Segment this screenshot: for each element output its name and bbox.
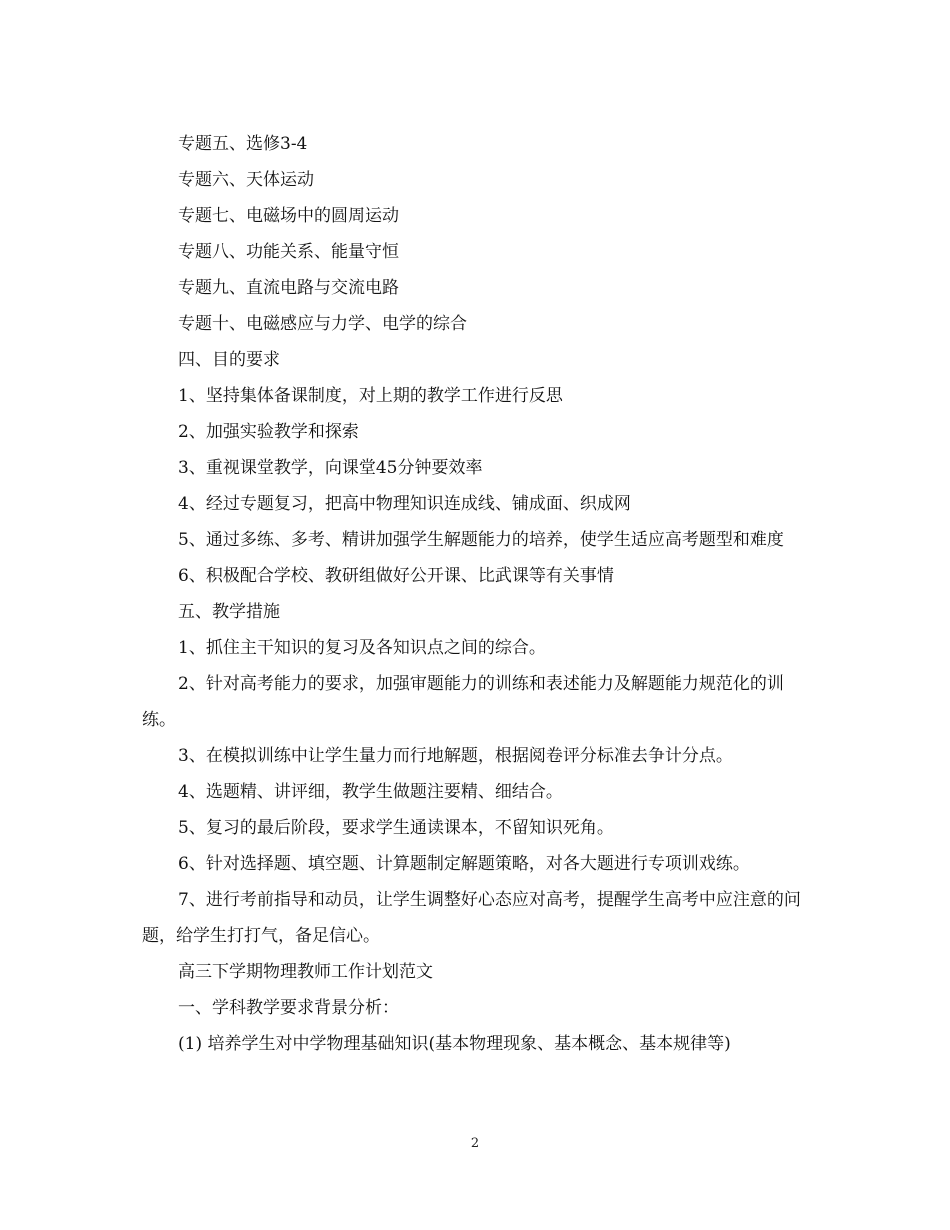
measure-item-1: 1、抓住主干知识的复习及各知识点之间的综合。 bbox=[178, 638, 546, 658]
paragraph-topic-6: 专题六、天体运动 bbox=[178, 170, 314, 190]
measure-item-6: 6、针对选择题、填空题、计算题制定解题策略，对各大题进行专项训戏练。 bbox=[178, 854, 750, 874]
section-heading-background: 一、学科教学要求背景分析： bbox=[178, 998, 399, 1018]
section-heading-goals: 四、目的要求 bbox=[178, 350, 280, 370]
goal-item-3: 3、重视课堂教学，向课堂45分钟要效率 bbox=[178, 458, 483, 478]
measure-item-3: 3、在模拟训练中让学生量力而行地解题，根据阅卷评分标准去争计分点。 bbox=[178, 746, 733, 766]
page-number: 2 bbox=[470, 1136, 480, 1151]
measure-item-5: 5、复习的最后阶段，要求学生通读课本，不留知识死角。 bbox=[178, 818, 614, 838]
paragraph-topic-9: 专题九、直流电路与交流电路 bbox=[178, 278, 399, 298]
measure-item-2: 2、针对高考能力的要求，加强审题能力的训练和表述能力及解题能力规范化的训练。 bbox=[142, 674, 784, 730]
measure-item-7: 7、进行考前指导和动员，让学生调整好心态应对高考，提醒学生高考中应注意的问题，给学生打打气，备足信心。 bbox=[142, 890, 801, 946]
paragraph-topic-8: 专题八、功能关系、能量守恒 bbox=[178, 242, 399, 262]
goal-item-6: 6、积极配合学校、教研组做好公开课、比武课等有关事情 bbox=[178, 566, 614, 586]
goal-item-1: 1、坚持集体备课制度，对上期的教学工作进行反思 bbox=[178, 386, 563, 406]
background-item-1: (1) 培养学生对中学物理基础知识(基本物理现象、基本概念、基本规律等) bbox=[178, 1034, 731, 1054]
paragraph-topic-5: 专题五、选修3-4 bbox=[178, 134, 308, 154]
goal-item-2: 2、加强实验教学和探索 bbox=[178, 422, 359, 442]
document-subtitle: 高三下学期物理教师工作计划范文 bbox=[178, 962, 433, 982]
section-heading-measures: 五、教学措施 bbox=[178, 602, 280, 622]
paragraph-topic-10: 专题十、电磁感应与力学、电学的综合 bbox=[178, 314, 467, 334]
goal-item-4: 4、经过专题复习，把高中物理知识连成线、铺成面、织成网 bbox=[178, 494, 631, 514]
measure-item-4: 4、选题精、讲评细，教学生做题注要精、细结合。 bbox=[178, 782, 563, 802]
paragraph-topic-7: 专题七、电磁场中的圆周运动 bbox=[178, 206, 399, 226]
goal-item-5: 5、通过多练、多考、精讲加强学生解题能力的培养，使学生适应高考题型和难度 bbox=[178, 530, 784, 550]
document-body bbox=[142, 126, 808, 1062]
